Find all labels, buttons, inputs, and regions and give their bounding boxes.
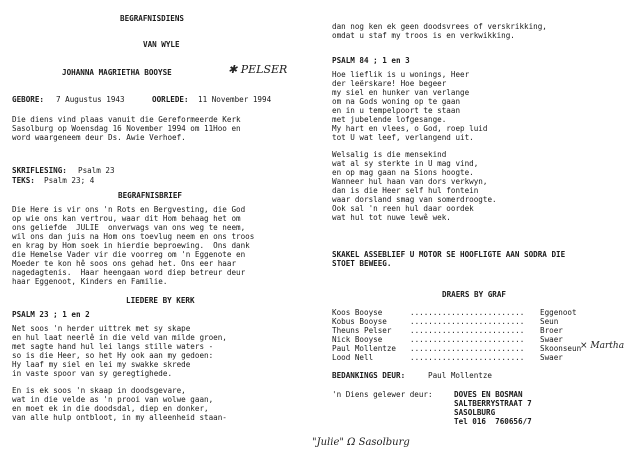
leader-dots: ......................... (410, 317, 525, 326)
reading-label: SKRIFLESING: (12, 166, 67, 175)
bearer-relation: Broer (540, 326, 563, 335)
leader-dots: ......................... (410, 344, 525, 353)
verse-line: wat al sy sterkte in U mag vind, (332, 159, 479, 168)
letter-line: wil ons dan juis na Hom ons toevlug neem en ons troos (12, 232, 255, 241)
verse-line: Wanneer hul haan van dors verkwyn, (332, 177, 488, 186)
service-line: word waargeneem deur Ds. Awie Verhoef. (12, 133, 186, 142)
verse-line: en hul laat neerlê in die veld van milde groen, (12, 333, 227, 342)
thanks-value: Paul Mollentze (428, 371, 493, 380)
reading-value: Psalm 23 (78, 166, 115, 175)
died-label: OORLEDE: (152, 95, 189, 104)
text-label: TEKS: (12, 176, 35, 185)
letter-line: en krag by Hom soek in hierdie beproewing. Ons dank (12, 241, 250, 250)
verse-line: Welsalig is die mensekind (332, 150, 447, 159)
letter-paragraph (12, 205, 254, 286)
text-value: Psalm 23; 4 (44, 176, 95, 185)
letter-heading: BEGRAFNISBRIEF (118, 191, 183, 200)
letter-line: die Hemelse Vader vir die voorreg om 'n Eggenote en (12, 250, 246, 259)
verse-line: om na Gods woning op te gaan (332, 97, 461, 106)
letter-line: op wie ons kan vertrou, waar dit Hom behaag het om (12, 214, 241, 223)
psalm-23-verse-2 (12, 386, 227, 422)
undertaker-block (454, 390, 532, 426)
bearer-relation: Swaer (540, 335, 563, 344)
handwritten-martha: × Martha (580, 341, 625, 351)
letter-line: haar Eggenoot, Kinders en Familie. (12, 277, 168, 286)
bearer-name: Kobus Booyse (332, 317, 387, 326)
verse-line: Hoe lieflik is u wonings, Heer (332, 70, 470, 79)
leader-dots: ......................... (410, 308, 525, 317)
bearer-name: Koos Booyse (332, 308, 383, 317)
born-date: 7 Augustus 1943 (56, 95, 125, 104)
handwritten-footer: "Julie" Ω Sasolburg (312, 437, 410, 448)
letter-line: Moeder te kon hê soos ons gehad het. Ons eer haar (12, 259, 237, 268)
service-line: Sasolburg op Woensdag 16 November 1994 om 11Hoo en (12, 124, 241, 133)
verse-line: Net soos 'n herder uittrek met sy skape (12, 324, 191, 333)
verse-line: wat hul tot nuwe lewê wek. (332, 213, 451, 222)
psalm-84-verse-3 (332, 150, 497, 222)
verse-line: van alle hulp ontbloot, in my alleenheid staan- (12, 413, 227, 422)
document-subtitle: VAN WYLE (143, 40, 180, 49)
verse-line: en moet ek in die doodsdal, diep en donker, (12, 404, 209, 413)
verse-line: Hy laaf my siel en lei my swakke skrede (12, 360, 191, 369)
bearer-relation: Seun (540, 317, 559, 326)
right-page (312, 0, 640, 465)
died-date: 11 November 1994 (198, 95, 272, 104)
verse-line: dan is die Heer self hul fontein (332, 186, 479, 195)
psalm-84-verse-1 (332, 70, 487, 142)
verse-line: der leërskare! Hoe begeer (332, 79, 447, 88)
handwritten-surname: ✱ PELSER (228, 63, 288, 76)
undertaker-line: DOVES EN BOSMAN (454, 390, 523, 399)
notice-line: STOET BEWEEG. (332, 259, 392, 268)
psalm-23-verse-1 (12, 324, 227, 378)
songs-heading: LIEDERE BY KERK (126, 296, 195, 305)
verse-line: wat in die velde as 'n prooi van wolwe gaan, (12, 395, 214, 404)
verse-line: met jubelende lofgesange. (332, 115, 447, 124)
bearers-heading: DRAERS BY GRAF (442, 290, 507, 299)
letter-line: Die Here is vir ons 'n Rots en Bergvesting, die God (12, 205, 246, 214)
psalm-23-heading: PSALM 23 ; 1 en 2 (12, 310, 90, 319)
leader-dots: ......................... (410, 326, 525, 335)
verse-line: My hart en vlees, o God, roep luid (332, 124, 488, 133)
notice-line: SKAKEL ASSEBLIEF U MOTOR SE HOOFLIGTE AAN SODRA DIE (332, 250, 566, 259)
letter-line: ons geliefde JULIE onverwags van ons weg te neem, (12, 223, 246, 232)
thanks-label: BEDANKINGS DEUR: (332, 371, 406, 380)
verse-line: omdat u staf my troos is en verkwikking. (332, 31, 515, 40)
bearer-name: Nick Booyse (332, 335, 383, 344)
bearer-name: Lood Nell (332, 353, 374, 362)
verse-line: in vaste spoor van sy geregtighede. (12, 369, 173, 378)
verse-line: Ook sal 'n reen hul daar oordek (332, 204, 474, 213)
bearer-relation: Swaer (540, 353, 563, 362)
bearers-list (332, 308, 632, 368)
verse-line: dan nog ken ek geen doodsvrees of verskrikking, (332, 22, 547, 31)
verse-line: en in u tempelpoort te staan (332, 106, 461, 115)
verse-line: tot U wat leef, verlangend uit. (332, 133, 474, 142)
psalm-23-continuation (332, 22, 547, 40)
bearer-name: Theuns Pelser (332, 326, 392, 335)
born-label: GEBORE: (12, 95, 45, 104)
service-paragraph (12, 115, 241, 142)
undertaker-line: SASOLBURG (454, 408, 496, 417)
verse-line: en op mag gaan na Sions hoogte. (332, 168, 474, 177)
bearer-relation: Skoonseun (540, 344, 582, 353)
bearer-relation: Eggenoot (540, 308, 577, 317)
undertaker-line: Tel 016 760656/7 (454, 417, 532, 426)
headlights-notice (332, 250, 565, 268)
undertaker-line: SALTBERRYSTRAAT 7 (454, 399, 532, 408)
leader-dots: ......................... (410, 353, 525, 362)
verse-line: my siel en hunker van verlange (332, 88, 470, 97)
undertaker-label: 'n Diens gelewer deur: (332, 390, 433, 399)
verse-line: met sagte hand hul lei langs stille waters - (12, 342, 214, 351)
leader-dots: ......................... (410, 335, 525, 344)
document-title: BEGRAFNISDIENS (120, 14, 185, 23)
psalm-84-heading: PSALM 84 ; 1 en 3 (332, 56, 410, 65)
verse-line: En is ek soos 'n skaap in doodsgevare, (12, 386, 186, 395)
bearer-name: Paul Mollentze (332, 344, 397, 353)
letter-line: nagedagtenis. Haar heengaan word diep betreur deur (12, 268, 246, 277)
service-line: Die diens vind plaas vanuit die Gereformeerde Kerk (12, 115, 241, 124)
verse-line: waar dorsland smag van somerdroogte. (332, 195, 497, 204)
verse-line: so is die Heer, so het Hy ook aan my gedoen: (12, 351, 214, 360)
deceased-name: JOHANNA MAGRIETHA BOOYSE (62, 68, 172, 77)
